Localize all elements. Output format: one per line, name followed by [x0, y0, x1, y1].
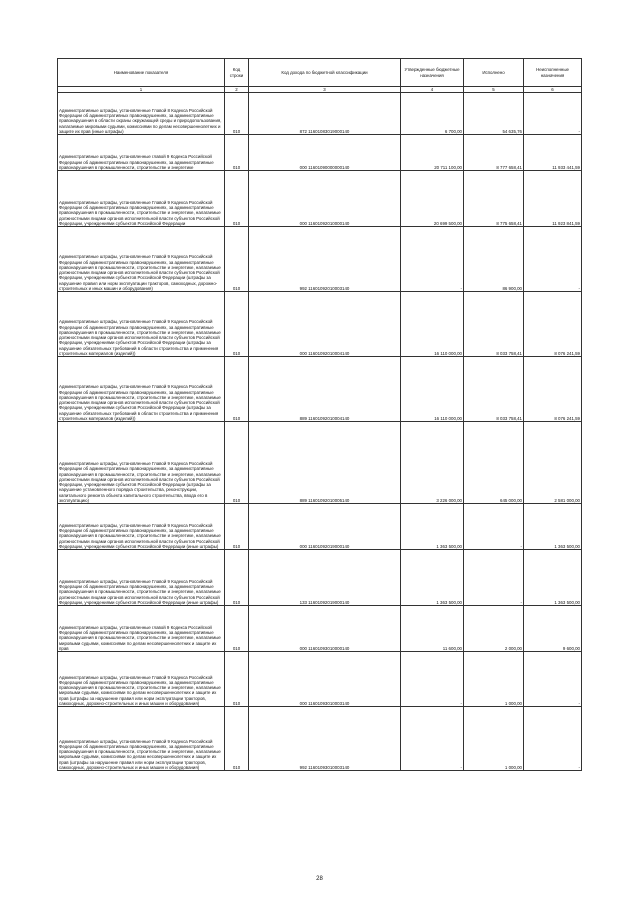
executed-amount: -	[464, 550, 524, 606]
line-code: 010	[225, 550, 249, 606]
unexecuted-amount: -	[524, 652, 582, 707]
approved-amount: 6 700,00	[401, 93, 464, 135]
table-row	[58, 171, 582, 227]
table-row	[58, 227, 582, 292]
indicator-name: Административные штрафы, установленные Главой 9 Кодекса Российской Федерации об административных правонарушениях, за административные правонарушения в промышленности, строительстве и энергетике, налагаемые мировыми судьями, комиссиями по делам несовершеннолетних и защите их прав (штрафы за нарушение правил или норм эксплуатации тракторов, самоходных, дорожно-строительных и иных машин и оборудования)	[58, 652, 225, 707]
line-code: 010	[225, 292, 249, 357]
executed-amount: 8 033 758,41	[464, 357, 524, 422]
header-executed: Исполнено	[464, 59, 524, 87]
approved-amount: 1 363 500,00	[401, 550, 464, 606]
header-income-code: Код дохода по бюджетной классификации	[249, 59, 401, 87]
income-code: 992 11601092010003140	[249, 227, 401, 292]
executed-amount: -	[464, 504, 524, 550]
line-code: 010	[225, 171, 249, 227]
executed-amount: 1 000,00	[464, 707, 524, 771]
income-code: 000 11601093010000140	[249, 606, 401, 652]
line-code: 010	[225, 707, 249, 771]
unexecuted-amount: 1 363 500,00	[524, 504, 582, 550]
income-code: 000 11601090000000140	[249, 135, 401, 171]
table-header-row	[58, 59, 582, 87]
income-code: 889 11601092010005140	[249, 422, 401, 504]
income-code: 992 11601093010003140	[249, 707, 401, 771]
unexecuted-amount: -	[524, 707, 582, 771]
executed-amount: 8 777 658,41	[464, 135, 524, 171]
column-number: 4	[401, 87, 464, 93]
unexecuted-amount: 11 923 841,59	[524, 171, 582, 227]
indicator-name: Административные штрафы, установленные Главой 9 Кодекса Российской Федерации об административных правонарушениях, за административные правонарушения в промышленности, строительстве и энергетике, налагаемые мировыми судьями, комиссиями по делам несовершеннолетних и защите их прав (штрафы за нарушение правил или норм эксплуатации тракторов, самоходных, дорожно-строительных и иных машин и оборудования)	[58, 707, 225, 771]
line-code: 010	[225, 504, 249, 550]
indicator-name: Административные штрафы, установленные Главой 9 Кодекса Российской Федерации об административных правонарушениях, за административные правонарушения в промышленности, строительстве и энергетике, налагаемые должностными лицами органов исполнительной власти субъектов Российской Федерации, учреждениями субъектов Российской Федерации (штрафы за нарушение обязательных требований в области строительства и применения строительных материалов (изделий))	[58, 292, 225, 357]
income-code: 133 11601092019000140	[249, 550, 401, 606]
indicator-name: Административные штрафы, установленные Главой 9 Кодекса Российской Федерации об административных правонарушениях, за административные правонарушения в промышленности, строительстве и энергетике, налагаемые должностными лицами органов исполнительной власти субъектов Российской Федерации, учреждениями субъектов Российской Федерации (штрафы за нарушение обязательных требований в области строительства и применения строительных материалов (изделий))	[58, 357, 225, 422]
page-number: 28	[316, 876, 323, 882]
line-code: 010	[225, 93, 249, 135]
table-row	[58, 606, 582, 652]
table-row	[58, 292, 582, 357]
line-code: 010	[225, 422, 249, 504]
approved-amount: 20 711 100,00	[401, 135, 464, 171]
executed-amount: 2 000,00	[464, 606, 524, 652]
table-row	[58, 652, 582, 707]
unexecuted-amount: 8 076 241,59	[524, 357, 582, 422]
approved-amount: -	[401, 227, 464, 292]
income-code: 889 11601092010004140	[249, 357, 401, 422]
header-name: Наименование показателя	[58, 59, 225, 87]
indicator-name: Административные штрафы, установленные Главой 9 Кодекса Российской Федерации об административных правонарушениях, за административные правонарушения в промышленности, строительстве и энергетике, налагаемые должностными лицами органов исполнительной власти субъектов Российской Федерации, учреждениями субъектов Российской Федерации (штрафы за нарушение правил или норм эксплуатации тракторов, самоходных, дорожно-строительных и иных машин и оборудования)	[58, 227, 225, 292]
budget-execution-table	[57, 58, 582, 771]
executed-amount: 645 000,00	[464, 422, 524, 504]
unexecuted-amount: -	[524, 227, 582, 292]
table-row	[58, 357, 582, 422]
indicator-name: Административные штрафы, установленные Главой 9 Кодекса Российской Федерации об административных правонарушениях, за административные правонарушения в промышленности, строительстве и энергетике, налагаемые должностными лицами органов исполнительной власти субъектов Российской Федерации, учреждениями субъектов Российской Федерации (штрафы за нарушение установленного порядка строительства, реконструкции, капитального ремонта объекта капитального строительства, ввода его в эксплуатацию)	[58, 422, 225, 504]
approved-amount: 20 699 500,00	[401, 171, 464, 227]
income-code: 000 11601093010003140	[249, 652, 401, 707]
line-code: 010	[225, 652, 249, 707]
line-code: 010	[225, 227, 249, 292]
table-row	[58, 135, 582, 171]
column-number: 5	[464, 87, 524, 93]
indicator-name: Административные штрафы, установленные Главой 9 Кодекса Российской Федерации об административных правонарушениях, за административные правонарушения в промышленности, строительстве и энергетике, налагаемые должностными лицами органов исполнительной власти субъектов Российской Федерации, учреждениями субъектов Российской Федерации (иные штрафы)	[58, 504, 225, 550]
header-approved: Утвержденные бюджетные назначения	[401, 59, 464, 87]
unexecuted-amount: 8 076 241,59	[524, 292, 582, 357]
unexecuted-amount: 11 933 441,59	[524, 135, 582, 171]
column-number: 6	[524, 87, 582, 93]
line-code: 010	[225, 357, 249, 422]
executed-amount: 8 775 658,41	[464, 171, 524, 227]
approved-amount: 16 110 000,00	[401, 357, 464, 422]
unexecuted-amount: 1 363 500,00	[524, 550, 582, 606]
table-row	[58, 422, 582, 504]
income-code: 000 11601092010000140	[249, 171, 401, 227]
approved-amount: -	[401, 652, 464, 707]
header-unexecuted: Неисполненные назначения	[524, 59, 582, 87]
table-row	[58, 93, 582, 135]
income-code: 000 11601092010004140	[249, 292, 401, 357]
approved-amount: -	[401, 707, 464, 771]
column-number: 2	[225, 87, 249, 93]
approved-amount: 16 110 000,00	[401, 292, 464, 357]
executed-amount: 54 635,76	[464, 93, 524, 135]
header-line-code: Код строки	[225, 59, 249, 87]
unexecuted-amount: 2 581 000,00	[524, 422, 582, 504]
line-code: 010	[225, 606, 249, 652]
executed-amount: 86 900,00	[464, 227, 524, 292]
unexecuted-amount: -	[524, 93, 582, 135]
column-number: 1	[58, 87, 225, 93]
line-code: 010	[225, 135, 249, 171]
income-code: 000 11601092019000140	[249, 504, 401, 550]
indicator-name: Административные штрафы, установленные Главой 9 Кодекса Российской Федерации об административных правонарушениях, за административные правонарушения в промышленности, строительстве и энергетике, налагаемые должностными лицами органов исполнительной власти субъектов Российской Федерации, учреждениями субъектов Российской Федерации	[58, 171, 225, 227]
approved-amount: 3 226 000,00	[401, 422, 464, 504]
column-number: 3	[249, 87, 401, 93]
unexecuted-amount: 9 600,00	[524, 606, 582, 652]
income-code: 872 11601083019000140	[249, 93, 401, 135]
indicator-name: Административные штрафы, установленные главой 9 Кодекса Российской Федерации об административных правонарушениях, за административные правонарушения в промышленности, строительстве и энергетике, налагаемые мировыми судьями, комиссиями по делам несовершеннолетних и защите их прав	[58, 606, 225, 652]
indicator-name: Административные штрафы, установленные Главой 9 Кодекса Российской Федерации об административных правонарушениях, за административные правонарушения в промышленности, строительстве и энергетике, налагаемые должностными лицами органов исполнительной власти субъектов Российской Федерации, учреждениями субъектов Российской Федерации (иные штрафы)	[58, 550, 225, 606]
approved-amount: 1 363 500,00	[401, 504, 464, 550]
indicator-name: Административные штрафы, установленные Главой 8 Кодекса Российской Федерации об административных правонарушениях, за административные правонарушения в области охраны окружающей среды и природопользования, налагаемые мировыми судьями, комиссиями по делам несовершеннолетних и защите их прав (иные штрафы)	[58, 93, 225, 135]
table-row	[58, 550, 582, 606]
executed-amount: 1 000,00	[464, 652, 524, 707]
table-row	[58, 504, 582, 550]
table-row	[58, 707, 582, 771]
approved-amount: 11 600,00	[401, 606, 464, 652]
executed-amount: 8 033 758,41	[464, 292, 524, 357]
indicator-name: Административные штрафы, установленные главой 9 Кодекса Российской Федерации об административных правонарушениях, за административные правонарушения в промышленности, строительстве и энергетике	[58, 135, 225, 171]
